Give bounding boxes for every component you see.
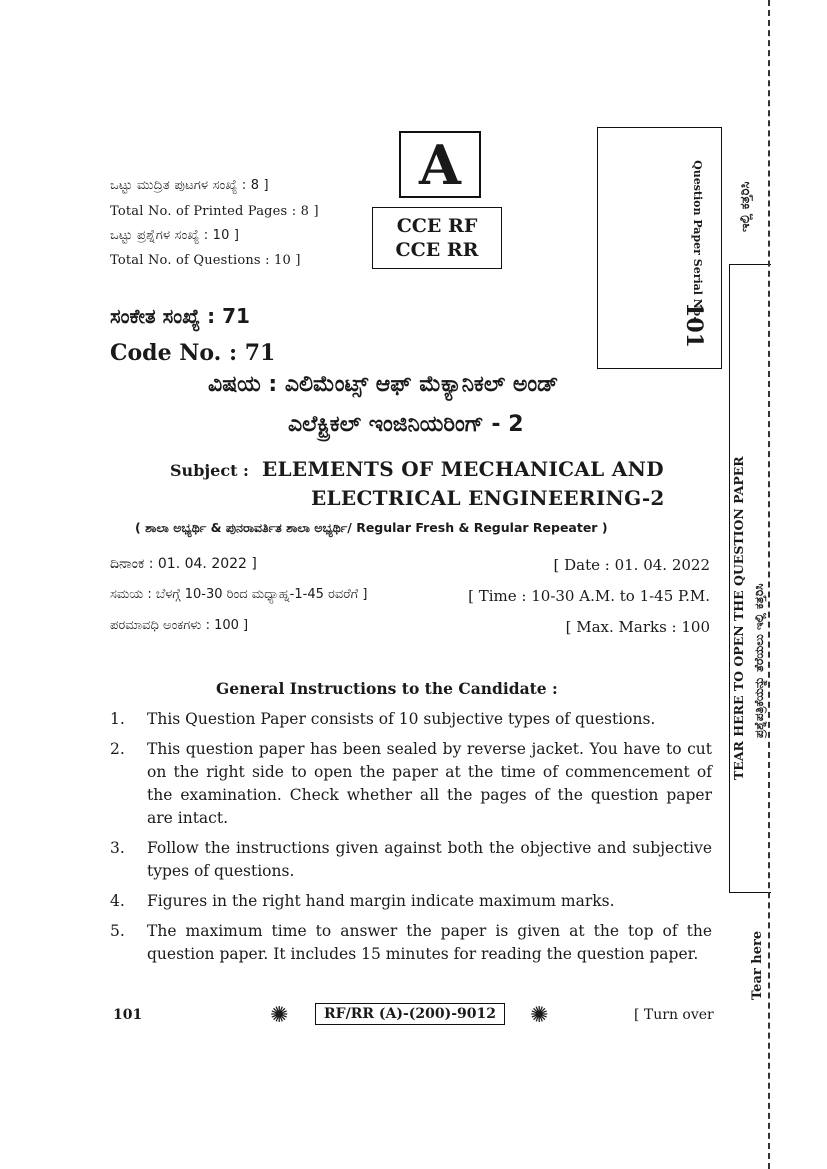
subject-label: Subject : [170, 461, 249, 480]
exam-date: [ Date : 01. 04. 2022 [553, 556, 710, 574]
instruction-item [110, 738, 712, 830]
instruction-item [110, 837, 712, 883]
instruction-number: 3. [110, 839, 125, 857]
total-questions: Total No. of Questions : 10 ] [110, 253, 301, 268]
kannada-subject-line-2: ಎಲೆಕ್ಟ್ರಿಕಲ್ ಇಂಜಿನಿಯರಿಂಗ್ - 2 [288, 412, 524, 437]
scheme-rf: CCE RF [396, 215, 478, 237]
turn-over: [ Turn over [634, 1007, 714, 1023]
serial-number: 101 [681, 302, 707, 348]
instruction-text: This question paper has been sealed by reverse jacket. You have to cut on the right side to open the paper at the time of commencement of the examination. Check whether all the pages of the question paper are intact. [147, 740, 712, 827]
total-printed-pages: Total No. of Printed Pages : 8 ] [110, 204, 319, 219]
exam-time: [ Time : 10-30 A.M. to 1-45 P.M. [468, 587, 710, 605]
kannada-date: ದಿನಾಂಕ : 01. 04. 2022 ] [110, 556, 257, 572]
kannada-subject-line-1: ವಿಷಯ : ಎಲಿಮೆಂಟ್ಸ್ ಆಫ್ ಮೆಕ್ಯಾನಿಕಲ್ ಅಂಡ್ [208, 372, 559, 397]
tear-dashed-line [768, 0, 770, 1169]
instruction-text: This Question Paper consists of 10 subjective types of questions. [147, 710, 656, 728]
instruction-item [110, 920, 712, 966]
kannada-tear-instruction: ಪ್ರಶ್ನೆಪತ್ರಿಕೆಯನ್ನು ತೆರೆಯಲು ಇಲ್ಲಿ ಕತ್ತರಿಸಿ [752, 583, 766, 738]
subject-line-2: ELECTRICAL ENGINEERING-2 [311, 486, 665, 510]
instruction-number: 1. [110, 710, 125, 728]
tear-instruction: TEAR HERE TO OPEN THE QUESTION PAPER [731, 456, 746, 780]
instruction-text: Figures in the right hand margin indicate maximum marks. [147, 892, 615, 910]
kannada-time: ಸಮಯ : ಬೆಳಗ್ಗೆ 10-30 ರಿಂದ ಮಧ್ಯಾಹ್ನ-1-45 ರವರೆಗೆ ] [110, 587, 368, 602]
star-ornament-icon: ✺ [530, 1003, 549, 1028]
instruction-item [110, 708, 712, 731]
instruction-number: 2. [110, 740, 125, 758]
max-marks: [ Max. Marks : 100 [565, 618, 710, 636]
kannada-max-marks: ಪರಮಾವಧಿ ಅಂಕಗಳು : 100 ] [110, 618, 249, 633]
instruction-text: Follow the instructions given against both the objective and subjective types of questions. [147, 839, 712, 880]
kannada-total-pages: ಒಟ್ಟು ಮುದ್ರಿತ ಪುಟಗಳ ಸಂಖ್ಯೆ : 8 ] [110, 178, 269, 193]
scheme-box [372, 207, 502, 269]
kannada-code-number: ಸಂಕೇತ ಸಂಖ್ಯೆ : 71 [110, 304, 250, 328]
scheme-rr: CCE RR [395, 239, 479, 261]
candidate-type: ( ಶಾಲಾ ಅಭ್ಯರ್ಥಿ & ಪುನರಾವರ್ತಿತ ಶಾಲಾ ಅಭ್ಯರ್ಥಿ/ Regular Fresh & Regular Repeater ) [135, 520, 608, 535]
version-box [399, 131, 481, 198]
version-letter: A [419, 132, 461, 197]
star-ornament-icon: ✺ [270, 1003, 289, 1028]
footer-page-code: 101 [113, 1007, 143, 1023]
instruction-text: The maximum time to answer the paper is given at the top of the question paper. It includes 15 minutes for reading the question paper. [147, 922, 712, 963]
paper-code: RF/RR (A)-(200)-9012 [315, 1003, 505, 1025]
instructions-list [110, 708, 712, 973]
kannada-total-questions: ಒಟ್ಟು ಪ್ರಶ್ನೆಗಳ ಸಂಖ್ಯೆ : 10 ] [110, 228, 240, 243]
instruction-number: 5. [110, 922, 125, 940]
tear-here-label: Tear here [750, 930, 765, 1000]
kannada-cut-here: ಇಲ್ಲಿ ಕತ್ತರಿಸಿ [738, 181, 753, 232]
instruction-item [110, 890, 712, 913]
instruction-number: 4. [110, 892, 125, 910]
serial-number-label: Question Paper Serial No. [691, 160, 704, 320]
code-number: Code No. : 71 [110, 340, 276, 366]
instructions-heading: General Instructions to the Candidate : [216, 679, 558, 698]
subject-line-1: ELEMENTS OF MECHANICAL AND [262, 457, 664, 481]
